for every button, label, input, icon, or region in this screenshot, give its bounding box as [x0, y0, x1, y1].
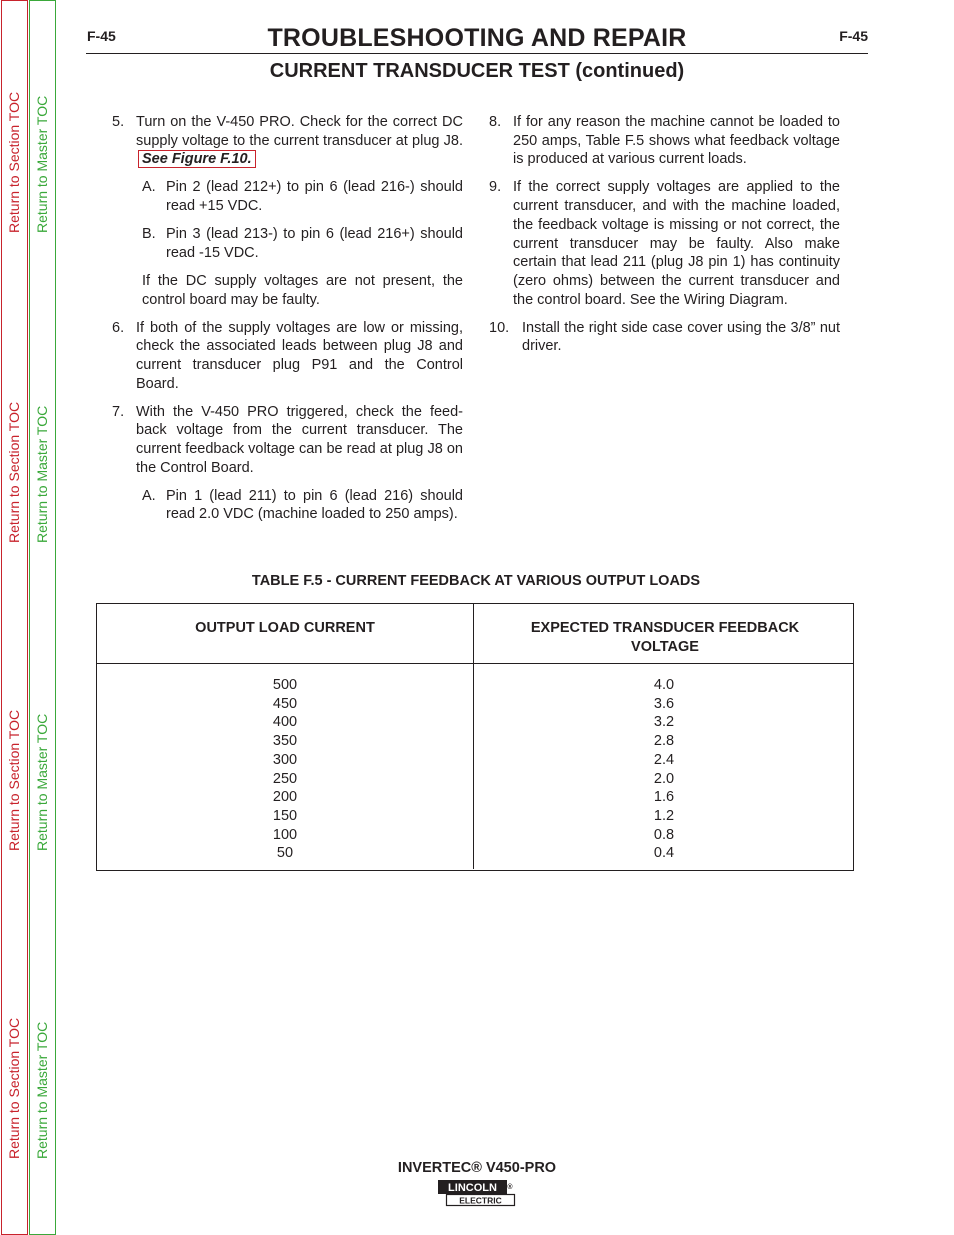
- step-text: If the correct supply voltages are applied to the current transducer, and with the machine loaded, the feedback voltage is missing or not correct, the current transducer may be faulty. Also make certain that lead 211 (plug J8 pin 1) has continuity (zero ohms) between the current transducer and the control board. See the Wiring Diagram.: [513, 179, 840, 308]
- step-text: Turn on the V-450 PRO. Check for the correct DC supply voltage to the current transducer at plug J8.: [136, 114, 463, 149]
- table-cell-voltage: 4.0: [653, 677, 675, 693]
- logo-registered-mark: ®: [507, 1184, 513, 1191]
- step-9: [489, 178, 840, 309]
- step-6: [112, 319, 463, 394]
- feedback-table: [96, 603, 854, 871]
- table-cell-load: 200: [272, 789, 298, 806]
- logo-text-lincoln: LINCOLN: [448, 1182, 497, 1194]
- table-caption: TABLE F.5 - CURRENT FEEDBACK AT VARIOUS OUTPUT LOADS: [251, 573, 701, 589]
- step-number: 10.: [489, 319, 510, 336]
- logo-text-electric: ELECTRIC: [459, 1195, 502, 1206]
- step-number: 9.: [489, 179, 502, 196]
- return-to-section-toc-link[interactable]: Return to Section TOC: [6, 709, 22, 851]
- step-10: [489, 319, 840, 356]
- return-to-master-toc-link[interactable]: Return to Master TOC: [34, 95, 50, 233]
- section-title: CURRENT TRANSDUCER TEST (continued): [269, 60, 685, 82]
- table-cell-load: 100: [272, 826, 298, 843]
- step-number: 6.: [112, 319, 125, 336]
- step-5-sub-b: [112, 225, 463, 262]
- step-8: [489, 113, 840, 169]
- table-cell-load: 350: [272, 733, 298, 750]
- table-cell-load: 400: [272, 714, 298, 731]
- table-cell-load: 450: [272, 695, 298, 712]
- table-header-feedback-voltage: EXPECTED TRANSDUCER FEEDBACK VOLTAGE: [530, 620, 800, 655]
- sidebar-master-toc: [29, 0, 56, 1235]
- header-divider: [86, 53, 868, 54]
- load-current-column: [97, 676, 473, 863]
- sub-label: A.: [142, 179, 156, 196]
- return-to-master-toc-link[interactable]: Return to Master TOC: [34, 405, 50, 543]
- table-cell-voltage: 1.2: [653, 807, 675, 824]
- lincoln-electric-logo: [438, 1180, 516, 1208]
- table-cell-voltage: 2.4: [653, 751, 675, 768]
- step-5: [112, 113, 463, 169]
- sub-label: B.: [142, 226, 156, 243]
- table-cell-voltage: 2.0: [653, 770, 675, 787]
- step-7: [112, 403, 463, 478]
- table-cell-voltage: 0.8: [653, 826, 675, 843]
- step-text: Install the right side case cover using the 3/8” nut driver.: [522, 319, 840, 355]
- table-cell-load: 300: [272, 751, 298, 768]
- return-to-master-toc-link[interactable]: Return to Master TOC: [34, 1021, 50, 1159]
- table-column-divider: [473, 604, 474, 869]
- step-7-sub-a: [112, 487, 463, 524]
- table-cell-load: 250: [272, 770, 298, 787]
- step-text: If for any reason the machine cannot be loaded to 250 amps, Table F.5 shows what feedback voltage is produced at various current loads.: [513, 114, 840, 168]
- step-5-sub-a: [112, 178, 463, 215]
- step-text: If both of the supply voltages are low or missing, check the associated leads between plug J8 and current transducer plug P91 and the Control Board.: [136, 319, 463, 392]
- table-cell-load: 500: [272, 677, 298, 693]
- sub-text: Pin 1 (lead 211) to pin 6 (lead 216) should read 2.0 VDC (machine loaded to 250 amps).: [166, 487, 463, 523]
- table-cell-voltage: 1.6: [653, 789, 675, 806]
- table-cell-voltage: 0.4: [653, 845, 675, 862]
- sub-label: A.: [142, 487, 156, 504]
- step-number: 5.: [112, 114, 125, 130]
- page-number-right: F-45: [839, 28, 868, 44]
- return-to-master-toc-link[interactable]: Return to Master TOC: [34, 713, 50, 851]
- table-header-divider: [97, 663, 853, 664]
- return-to-section-toc-link[interactable]: Return to Section TOC: [6, 1017, 22, 1159]
- step-5-note: If the DC supply voltages are not present, the control board may be faulty.: [142, 272, 463, 308]
- footer-model-name: INVERTEC® V450-PRO: [397, 1160, 557, 1176]
- table-cell-load: 150: [272, 807, 298, 824]
- return-to-section-toc-link[interactable]: Return to Section TOC: [6, 401, 22, 543]
- sub-text: Pin 2 (lead 212+) to pin 6 (lead 216-) should read +15 VDC.: [166, 179, 463, 215]
- sub-text: Pin 3 (lead 213-) to pin 6 (lead 216+) should read -15 VDC.: [166, 226, 463, 261]
- page-number-left: F-45: [87, 28, 116, 44]
- table-cell-voltage: 2.8: [653, 733, 675, 750]
- see-figure-f10-link[interactable]: See Figure F.10.: [138, 150, 256, 168]
- table-cell-voltage: 3.2: [653, 714, 675, 731]
- page-title: TROUBLESHOOTING AND REPAIR: [267, 24, 687, 52]
- sidebar-section-toc: [1, 0, 28, 1235]
- right-column: [489, 113, 840, 365]
- feedback-voltage-column: [475, 676, 853, 863]
- step-number: 8.: [489, 114, 502, 130]
- table-header-load-current: OUTPUT LOAD CURRENT: [195, 620, 375, 636]
- table-cell-voltage: 3.6: [653, 695, 675, 712]
- step-number: 7.: [112, 403, 125, 420]
- table-cell-load: 50: [276, 845, 294, 862]
- step-text: With the V-450 PRO triggered, check the feed-back voltage from the current transducer. The current feedback voltage can be read at plug J8 on the Control Board.: [136, 403, 463, 476]
- return-to-section-toc-link[interactable]: Return to Section TOC: [6, 91, 22, 233]
- left-column: [112, 113, 463, 533]
